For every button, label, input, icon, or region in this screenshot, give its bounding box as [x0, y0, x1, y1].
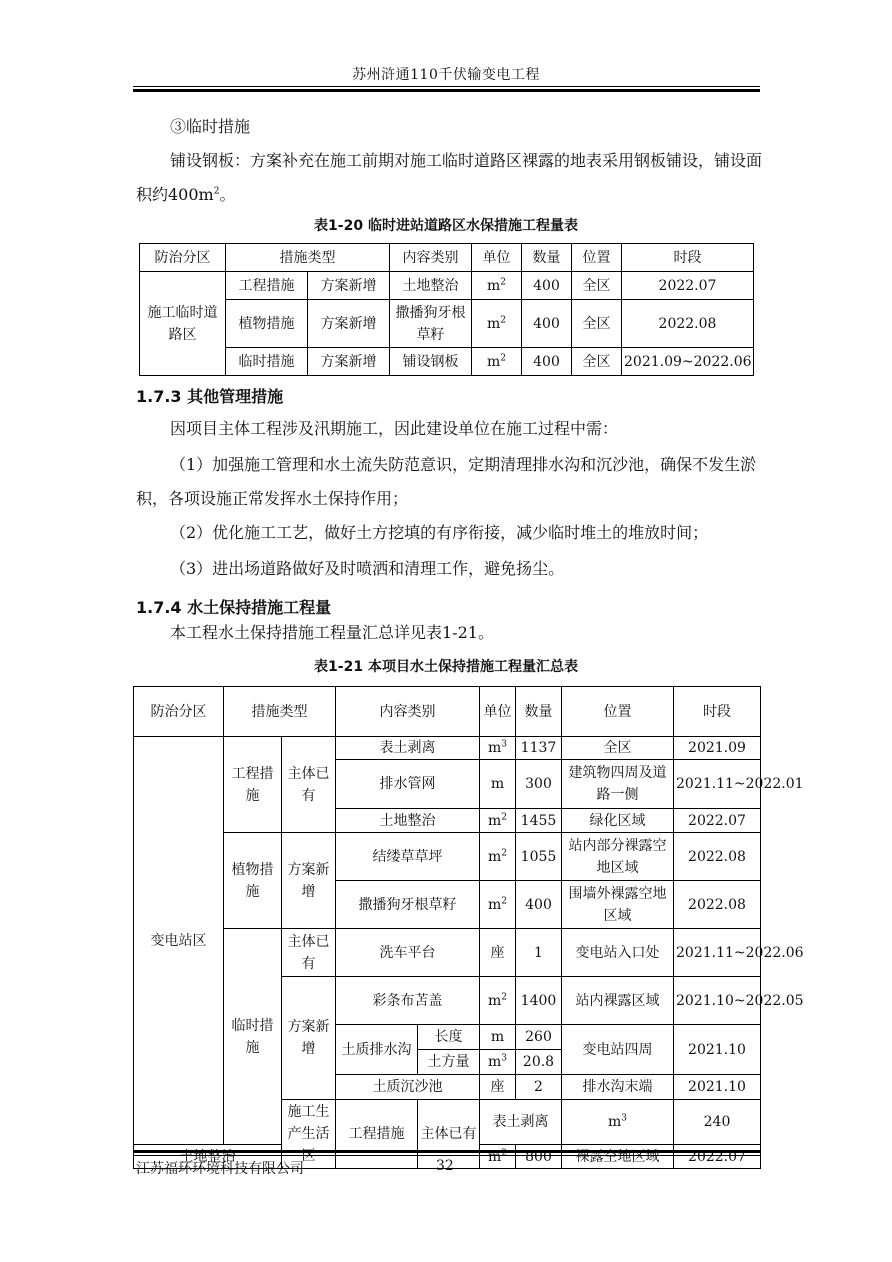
table-row	[134, 929, 761, 977]
period-cell: 2021.10	[674, 1025, 761, 1075]
page-number: 32	[436, 1158, 454, 1174]
loc-cell: 全区	[572, 272, 622, 300]
unit-cell: $m^2$	[472, 272, 522, 300]
qty-cell: 260	[516, 1025, 562, 1050]
th-qty: 数量	[522, 244, 572, 272]
type-cell: 植物措施	[226, 300, 308, 348]
th-unit: 单位	[480, 687, 516, 737]
content-cell: 土地整治	[134, 1145, 282, 1169]
sub-existing: 主体已有	[418, 1100, 480, 1169]
th-loc: 位置	[572, 244, 622, 272]
content-cell: 土质沉沙池	[336, 1075, 480, 1100]
period-cell: 2021.10	[674, 1075, 761, 1100]
qty-cell: 1	[516, 929, 562, 977]
qty-cell: 1055	[516, 833, 562, 881]
table-1-21	[133, 686, 804, 1169]
unit-cell: $m^2$	[472, 300, 522, 348]
sub-cell: 方案新增	[308, 348, 390, 376]
unit-cell: $m^2$	[480, 881, 516, 929]
loc-cell: 围墙外裸露空地区域	[562, 881, 674, 929]
period-cell: 2022.07	[674, 809, 761, 833]
qty-cell: 1455	[516, 809, 562, 833]
header-rule-thin	[133, 86, 760, 87]
content-cell: 铺设钢板	[390, 348, 472, 376]
sub-cell: 方案新增	[308, 300, 390, 348]
footer-rule-thin	[133, 1155, 760, 1156]
unit-cell: $m^2$	[480, 1145, 516, 1169]
qty-cell: 400	[516, 881, 562, 929]
page-header: 苏州浒通110千伏输变电工程	[352, 67, 540, 83]
unit-cell: $m^3$	[480, 1050, 516, 1075]
content-cell: 表土剥离	[480, 1100, 562, 1145]
loc-cell: 排水沟末端	[562, 1075, 674, 1100]
th-zone: 防治分区	[134, 687, 224, 737]
loc-cell: 绿化区域	[562, 809, 674, 833]
qty-cell: 2	[516, 1075, 562, 1100]
table-row	[140, 272, 754, 300]
table-1-20	[139, 243, 754, 376]
content-cell: 彩条布苫盖	[336, 977, 480, 1025]
loc-cell: 站内部分裸露空地区域	[562, 833, 674, 881]
loc-cell: 裸露空地区域	[562, 1145, 674, 1169]
unit-cell: m	[480, 1025, 516, 1050]
unit-cell: $m^2$	[480, 809, 516, 833]
th-period: 时段	[674, 687, 761, 737]
qty-cell: 1137	[516, 737, 562, 760]
loc-cell: 全区	[572, 300, 622, 348]
type-eng: 工程措施	[336, 1100, 418, 1169]
qty-cell: 400	[522, 272, 572, 300]
content-cell: 土地整治	[336, 809, 480, 833]
unit-cell: $m^2$	[480, 977, 516, 1025]
period-cell: 2021.11~2022.01	[674, 760, 761, 809]
th-period: 时段	[622, 244, 754, 272]
section-174-intro: 本工程水土保持措施工程量汇总详见表1-21。	[170, 623, 494, 642]
qty-cell: 400	[522, 348, 572, 376]
sub-new: 方案新增	[282, 977, 336, 1100]
table-1-20-caption: 表1-20 临时进站道路区水保措施工程量表	[314, 218, 578, 234]
type-temp: 临时措施	[224, 929, 282, 1145]
loc-cell: 变电站四周	[562, 1025, 674, 1075]
period-cell: 2022.08	[674, 833, 761, 881]
section-173-item-3: （3）进出场道路做好及时喷洒和清理工作，避免扬尘。	[170, 559, 565, 578]
zone-construction: 施工生产生活区	[282, 1100, 336, 1169]
qty-cell: 800	[516, 1145, 562, 1169]
type-eng: 工程措施	[224, 737, 282, 833]
content-cell: 洗车平台	[336, 929, 480, 977]
section-173-item-2: （2）优化施工工艺，做好土方挖填的有序衔接，减少临时堆土的堆放时间；	[170, 523, 709, 542]
qty-cell: 300	[516, 760, 562, 809]
content-cell: 撒播狗牙根草籽	[390, 300, 472, 348]
table-row	[134, 737, 761, 760]
period-cell: 2021.11~2022.06	[674, 929, 761, 977]
th-type: 措施类型	[224, 687, 336, 737]
th-content: 内容类别	[390, 244, 472, 272]
unit-cell: $m^2$	[472, 348, 522, 376]
loc-cell: 全区	[572, 348, 622, 376]
unit-cell: 座	[480, 929, 516, 977]
table-row	[134, 833, 761, 881]
unit-cell: $m^3$	[562, 1100, 674, 1145]
zone-cell: 施工临时道路区	[140, 272, 226, 376]
loc-cell: 站内裸露区域	[562, 977, 674, 1025]
period-cell: 2022.07	[674, 1145, 761, 1169]
type-veg: 植物措施	[224, 833, 282, 929]
para-sup: 2	[213, 186, 220, 197]
th-loc: 位置	[562, 687, 674, 737]
footer-company: 江苏福环环境科技有限公司	[136, 1161, 304, 1177]
footer-rule-thick	[133, 1150, 760, 1153]
content-cell: 排水管网	[336, 760, 480, 809]
loc-cell: 变电站入口处	[562, 929, 674, 977]
qty-cell: 1400	[516, 977, 562, 1025]
table-row	[140, 348, 754, 376]
content-cell: 结缕草草坪	[336, 833, 480, 881]
period-cell: 2022.08	[622, 300, 754, 348]
th-content: 内容类别	[336, 687, 480, 737]
section-173-title: 1.7.3 其他管理措施	[136, 387, 284, 406]
unit-cell: 座	[480, 1075, 516, 1100]
qty-cell: 240	[674, 1100, 761, 1145]
content-cell: 表土剥离	[336, 737, 480, 760]
zone-substation: 变电站区	[134, 737, 224, 1145]
unit-cell: $m^2$	[480, 833, 516, 881]
section-temp-title: ③临时措施	[170, 117, 251, 136]
section-173-item-1: （1）加强施工管理和水土流失防范意识，定期清理排水沟和沉沙池，确保不发生淤积，各项设施正常发挥水土保持作用；	[136, 455, 757, 508]
period-cell: 2021.09	[674, 737, 761, 760]
loc-cell: 全区	[562, 737, 674, 760]
table-1-21-caption: 表1-21 本项目水土保持措施工程量汇总表	[314, 659, 578, 675]
qty-cell: 400	[522, 300, 572, 348]
sub-content-cell: 土方量	[418, 1050, 480, 1075]
th-zone: 防治分区	[140, 244, 226, 272]
type-cell: 工程措施	[226, 272, 308, 300]
qty-cell: 20.8	[516, 1050, 562, 1075]
sub-existing: 主体已有	[282, 737, 336, 833]
period-cell: 2021.10~2022.05	[674, 977, 761, 1025]
sub-new: 方案新增	[282, 833, 336, 929]
content-cell: 土地整治	[390, 272, 472, 300]
loc-cell: 建筑物四周及道路一侧	[562, 760, 674, 809]
unit-cell: $m^3$	[480, 737, 516, 760]
table-row	[140, 300, 754, 348]
sub-cell: 方案新增	[308, 272, 390, 300]
period-cell: 2022.07	[622, 272, 754, 300]
th-qty: 数量	[516, 687, 562, 737]
section-173-intro: 因项目主体工程涉及汛期施工，因此建设单位在施工过程中需：	[170, 419, 619, 438]
type-cell: 临时措施	[226, 348, 308, 376]
period-cell: 2021.09~2022.06	[622, 348, 754, 376]
para-end: 。	[219, 185, 236, 204]
th-type: 措施类型	[226, 244, 390, 272]
th-unit: 单位	[472, 244, 522, 272]
sub-existing: 主体已有	[282, 929, 336, 977]
unit-cell: m	[480, 760, 516, 809]
header-rule-thick	[133, 89, 760, 92]
sub-content-cell: 长度	[418, 1025, 480, 1050]
period-cell: 2022.08	[674, 881, 761, 929]
section-temp-para	[136, 144, 762, 212]
content-cell: 撒播狗牙根草籽	[336, 881, 480, 929]
para-text: 铺设钢板：方案补充在施工前期对施工临时道路区裸露的地表采用钢板铺设，铺设面积约400m	[136, 151, 763, 204]
section-174-title: 1.7.4 水土保持措施工程量	[136, 598, 332, 617]
content-cell: 土质排水沟	[336, 1025, 418, 1075]
